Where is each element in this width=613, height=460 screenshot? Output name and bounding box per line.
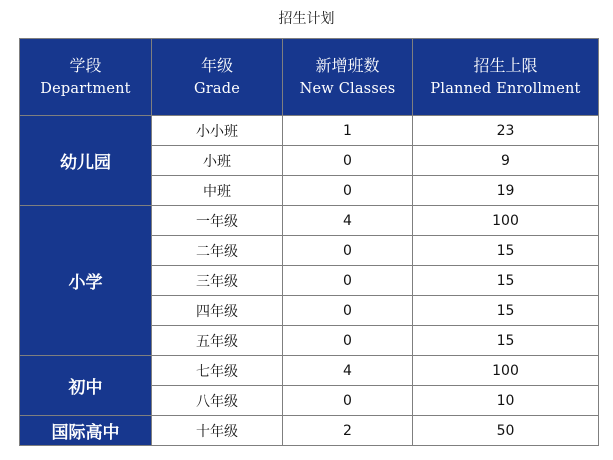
planned-enrollment-cell: 23 — [413, 116, 599, 146]
header-department-en: Department — [40, 81, 131, 97]
planned-enrollment-cell: 19 — [413, 176, 599, 206]
department-international-high-school: 国际高中 — [20, 416, 152, 446]
grade-cell: 小班 — [152, 146, 283, 176]
department-kindergarten: 幼儿园 — [20, 116, 152, 206]
header-planned-enrollment — [413, 39, 599, 116]
new-classes-cell: 0 — [283, 146, 413, 176]
new-classes-cell: 0 — [283, 326, 413, 356]
header-grade — [152, 39, 283, 116]
header-new-classes-en: New Classes — [299, 81, 396, 97]
planned-enrollment-cell: 15 — [413, 296, 599, 326]
grade-cell: 五年级 — [152, 326, 283, 356]
grade-cell: 一年级 — [152, 206, 283, 236]
planned-enrollment-cell: 100 — [413, 356, 599, 386]
new-classes-cell: 1 — [283, 116, 413, 146]
planned-enrollment-cell: 50 — [413, 416, 599, 446]
planned-enrollment-cell: 100 — [413, 206, 599, 236]
header-new-classes — [283, 39, 413, 116]
table-row — [20, 416, 599, 446]
page-title: 招生计划 — [278, 11, 335, 27]
department-middle-school: 初中 — [20, 356, 152, 416]
table-row — [20, 116, 599, 146]
header-planned-enrollment-en: Planned Enrollment — [430, 81, 581, 97]
header-planned-enrollment-zh: 招生上限 — [473, 56, 538, 75]
department-primary: 小学 — [20, 206, 152, 356]
new-classes-cell: 4 — [283, 356, 413, 386]
planned-enrollment-cell: 9 — [413, 146, 599, 176]
header-department — [20, 39, 152, 116]
table-row — [20, 356, 599, 386]
header-row — [20, 39, 599, 116]
new-classes-cell: 4 — [283, 206, 413, 236]
grade-cell: 十年级 — [152, 416, 283, 446]
header-grade-zh: 年级 — [200, 56, 233, 75]
planned-enrollment-cell: 15 — [413, 266, 599, 296]
grade-cell: 小小班 — [152, 116, 283, 146]
header-new-classes-zh: 新增班数 — [315, 56, 380, 75]
planned-enrollment-cell: 10 — [413, 386, 599, 416]
new-classes-cell: 2 — [283, 416, 413, 446]
grade-cell: 三年级 — [152, 266, 283, 296]
new-classes-cell: 0 — [283, 296, 413, 326]
new-classes-cell: 0 — [283, 176, 413, 206]
planned-enrollment-cell: 15 — [413, 236, 599, 266]
enrollment-plan-table — [19, 38, 599, 446]
new-classes-cell: 0 — [283, 266, 413, 296]
table-row — [20, 206, 599, 236]
header-department-zh: 学段 — [69, 56, 102, 75]
grade-cell: 四年级 — [152, 296, 283, 326]
header-grade-en: Grade — [193, 81, 241, 97]
grade-cell: 七年级 — [152, 356, 283, 386]
new-classes-cell: 0 — [283, 236, 413, 266]
new-classes-cell: 0 — [283, 386, 413, 416]
grade-cell: 八年级 — [152, 386, 283, 416]
grade-cell: 二年级 — [152, 236, 283, 266]
grade-cell: 中班 — [152, 176, 283, 206]
planned-enrollment-cell: 15 — [413, 326, 599, 356]
